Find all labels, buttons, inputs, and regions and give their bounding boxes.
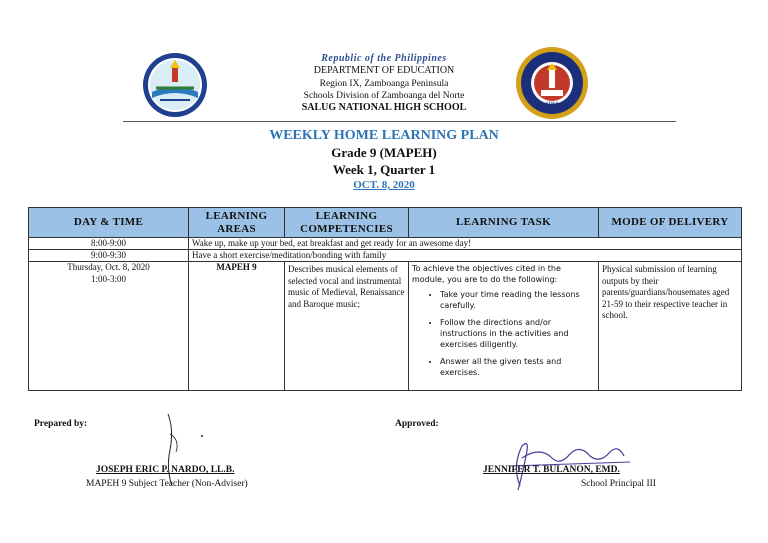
header-learning-task: LEARNING TASK — [409, 208, 599, 238]
header-mode-of-delivery: MODE OF DELIVERY — [599, 208, 742, 238]
approved-by-position: School Principal III — [581, 479, 656, 489]
main-mode-of-delivery: Physical submission of learning outputs by their parents/guardians/housemates aged 21-59 to their respective teacher in school. — [599, 262, 742, 391]
schedule-time: 8:00-9:00 — [29, 238, 189, 250]
list-item: • Follow the directions and/or instructions in the activities and exercises diligently. — [440, 317, 595, 350]
task-intro: To achieve the objectives cited in the module, you are to do the following: — [412, 264, 561, 284]
prepared-by-label: Prepared by: — [34, 419, 88, 429]
school-heading: SALUG NATIONAL HIGH SCHOOL — [301, 102, 467, 113]
list-item: • Take your time reading the lessons carefully. — [440, 289, 595, 311]
approved-label: Approved: — [395, 419, 439, 429]
list-item: • Answer all the given tests and exercises. — [440, 356, 595, 378]
main-day: Thursday, Oct. 8, 2020 — [67, 262, 150, 272]
prepared-by-position: MAPEH 9 Subject Teacher (Non-Adviser) — [86, 479, 248, 489]
main-learning-area: MAPEH 9 — [189, 262, 285, 391]
header-learning-competencies: LEARNING COMPETENCIES — [285, 208, 409, 238]
approved-by-name: JENNIFER T. BULANON, EMD. — [483, 465, 620, 475]
learning-plan-table — [28, 207, 742, 391]
school-seal-year: 1966 — [545, 102, 559, 108]
division-heading: Schools Division of Zamboanga del Norte — [303, 91, 465, 101]
plan-date: OCT. 8, 2020 — [353, 179, 415, 191]
main-learning-task-cell — [409, 262, 599, 391]
region-heading: Region IX, Zamboanga Peninsula — [319, 79, 449, 89]
task-list — [412, 289, 595, 378]
plan-week: Week 1, Quarter 1 — [332, 162, 436, 177]
table-row — [29, 238, 742, 250]
header-day-time: DAY & TIME — [29, 208, 189, 238]
department-heading: DEPARTMENT OF EDUCATION — [313, 65, 455, 76]
prepared-by-name: JOSEPH ERIC P. NARDO, LL.B. — [96, 465, 235, 475]
table-header-row — [29, 208, 742, 238]
schedule-time: 9:00-9:30 — [29, 250, 189, 262]
republic-heading: Republic of the Philippines — [321, 53, 447, 64]
table-row — [29, 262, 742, 391]
main-day-time-cell — [29, 262, 189, 391]
schedule-activity: Have a short exercise/meditation/bonding with family — [189, 250, 742, 262]
main-competency: Describes musical elements of selected vocal and instrumental music of Medieval, Renaissance and Baroque music; — [285, 262, 409, 391]
header-divider — [123, 121, 676, 122]
main-time: 1:00-3:00 — [91, 273, 126, 284]
table-row — [29, 250, 742, 262]
plan-title: WEEKLY HOME LEARNING PLAN — [269, 128, 499, 143]
plan-grade: Grade 9 (MAPEH) — [331, 145, 437, 160]
schedule-activity: Wake up, make up your bed, eat breakfast and get ready for an awesome day! — [189, 238, 742, 250]
header-learning-areas: LEARNING AREAS — [189, 208, 285, 238]
